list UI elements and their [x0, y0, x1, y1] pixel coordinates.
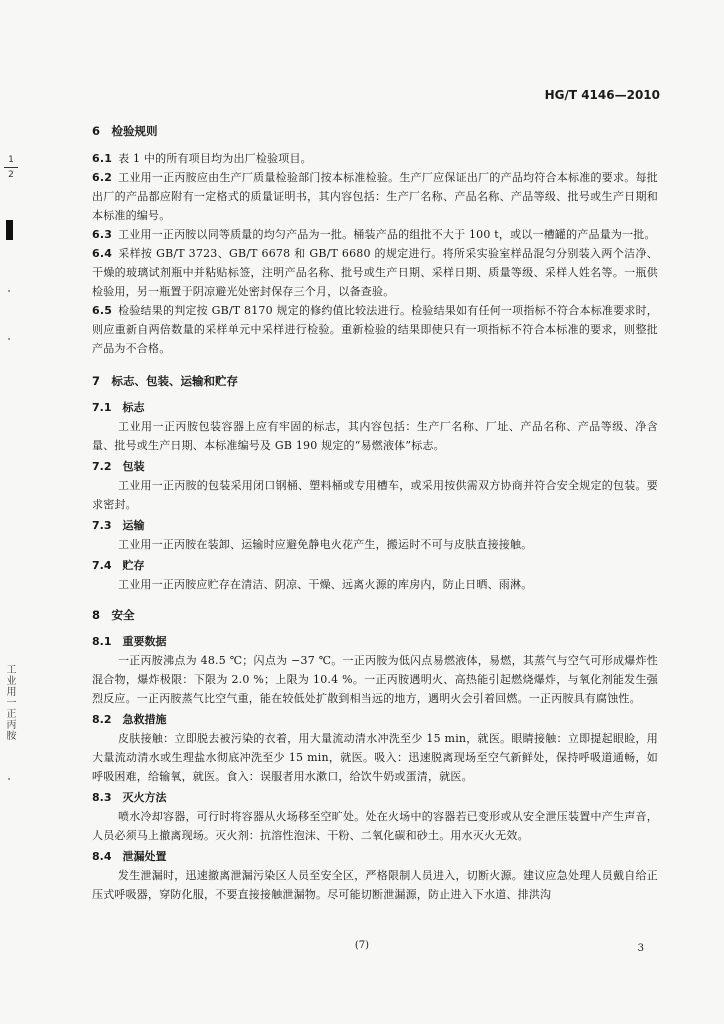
para-7-2: 工业用一正丙胺的包装采用闭口钢桶、塑料桶或专用槽车，或采用按供需双方协商并符合安全规定的包装。要求密封。	[92, 479, 658, 511]
para-8-1: 一正丙胺沸点为 48.5 ℃；闪点为 −37 ℃。一正丙胺为低闪点易燃液体，易燃，其蒸气与空气可形成爆炸性混合物，爆炸极限：下限为 2.0 %；上限为 10.4 %。一正丙胺遇明火、高热能引起燃烧爆炸，与氧化剂能发生强烈反应。一正丙胺蒸气比空气重，能在较低处扩散到相当远的地方，遇明火会引着回燃。一正丙胺具有腐蚀性。	[92, 654, 658, 705]
fraction-numerator: 1	[8, 155, 14, 165]
margin-fraction	[4, 154, 18, 181]
para-number: 6.5	[92, 304, 113, 317]
para-6-2	[92, 168, 658, 225]
scan-speck	[8, 338, 10, 340]
fraction-bar	[4, 167, 18, 168]
para-6-5	[92, 301, 658, 358]
subsection-8-1-title: 8.1 重要数据	[92, 635, 167, 648]
fraction-denominator: 2	[8, 170, 14, 180]
para-6-1	[92, 149, 658, 168]
para-8-2: 皮肤接触：立即脱去被污染的衣着，用大量流动清水冲洗至少 15 min，就医。眼睛接触：立即提起眼睑，用大量流动清水或生理盐水彻底冲洗至少 15 min，就医。吸入：迅速脱离现场至空气新鲜处，保持呼吸道通畅，如呼吸困难，给输氧，就医。食入：误服者用水漱口，给饮牛奶或蛋清，就医。	[92, 732, 658, 783]
margin-side-title: 工业用一正丙胺	[4, 664, 15, 741]
para-7-1: 工业用一正丙胺包装容器上应有牢固的标志，其内容包括：生产厂名称、厂址、产品名称、产品等级、净含量、批号或生产日期、本标准编号及 GB 190 规定的“易燃液体”标志。	[92, 420, 658, 452]
para-text: 工业用一正丙胺以同等质量的均匀产品为一批。桶装产品的组批不大于 100 t，或以一槽罐的产品量为一批。	[118, 228, 656, 241]
para-6-4	[92, 244, 658, 301]
para-7-4: 工业用一正丙胺应贮存在清洁、阴凉、干燥、远离火源的库房内，防止日晒、雨淋。	[118, 578, 533, 591]
para-7-3: 工业用一正丙胺在装卸、运输时应避免静电火花产生，搬运时不可与皮肤直接接触。	[118, 538, 533, 551]
para-text: 检验结果的判定按 GB/T 8170 规定的修约值比较法进行。检验结果如有任何一项指标不符合本标准要求时，则应重新自两倍数量的采样单元中采样进行检验。重新检验的结果即使只有一项指标不符合本标准的要求，则整批产品为不合格。	[92, 304, 658, 355]
para-text: 采样按 GB/T 3723、GB/T 6678 和 GB/T 6680 的规定进行。将所采实验室样品混匀分别装入两个洁净、干燥的玻璃试剂瓶中并粘贴标签，注明产品名称、批号或生产日期、采样日期、质量等级、采样人姓名等。一瓶供检验用，另一瓶置于阴凉避光处密封保存三个月，以备查验。	[92, 247, 658, 298]
subsection-8-2-title: 8.2 急救措施	[92, 713, 167, 726]
scan-speck	[8, 778, 10, 780]
para-number: 6.2	[92, 171, 113, 184]
standard-number-header: HG/T 4146—2010	[544, 88, 660, 102]
page-number-right: 3	[637, 943, 644, 954]
section-6-title: 6 检验规则	[92, 124, 158, 138]
subsection-7-3-title: 7.3 运输	[92, 519, 145, 532]
subsection-8-3-title: 8.3 灭火方法	[92, 791, 167, 804]
para-8-3: 喷水冷却容器，可行时将容器从火场移至空旷处。处在火场中的容器若已变形或从安全泄压装置中产生声音，人员必须马上撤离现场。灭火剂：抗溶性泡沫、干粉、二氧化碳和砂土。用水灭火无效。	[92, 810, 658, 842]
para-number: 6.4	[92, 247, 113, 260]
para-8-4: 发生泄漏时，迅速撤离泄漏污染区人员至安全区，严格限制人员进入，切断火源。建议应急处理人员戴自给正压式呼吸器，穿防化服，不要直接接触泄漏物。尽可能切断泄漏源，防止进入下水道、排洪沟	[92, 869, 658, 901]
scan-speck	[8, 290, 10, 292]
document-body	[92, 122, 658, 904]
para-6-3	[92, 225, 658, 244]
page-number-center: (7)	[354, 940, 370, 951]
subsection-7-1-title: 7.1 标志	[92, 401, 145, 414]
subsection-7-4-title: 7.4 贮存	[92, 559, 145, 572]
subsection-8-4-title: 8.4 泄漏处置	[92, 850, 167, 863]
scan-black-mark	[6, 220, 13, 240]
para-text: 表 1 中的所有项目均为出厂检验项目。	[118, 152, 312, 165]
para-text: 工业用一正丙胺应由生产厂质量检验部门按本标准检验。生产厂应保证出厂的产品均符合本标准的要求。每批出厂的产品都应附有一定格式的质量证明书，其内容包括：生产厂名称、产品名称、产品等级、批号或生产日期和本标准的编号。	[92, 171, 658, 222]
section-8-title: 8 安全	[92, 608, 135, 622]
section-7-title: 7 标志、包装、运输和贮存	[92, 374, 239, 388]
para-number: 6.1	[92, 152, 113, 165]
subsection-7-2-title: 7.2 包装	[92, 460, 145, 473]
para-number: 6.3	[92, 228, 113, 241]
